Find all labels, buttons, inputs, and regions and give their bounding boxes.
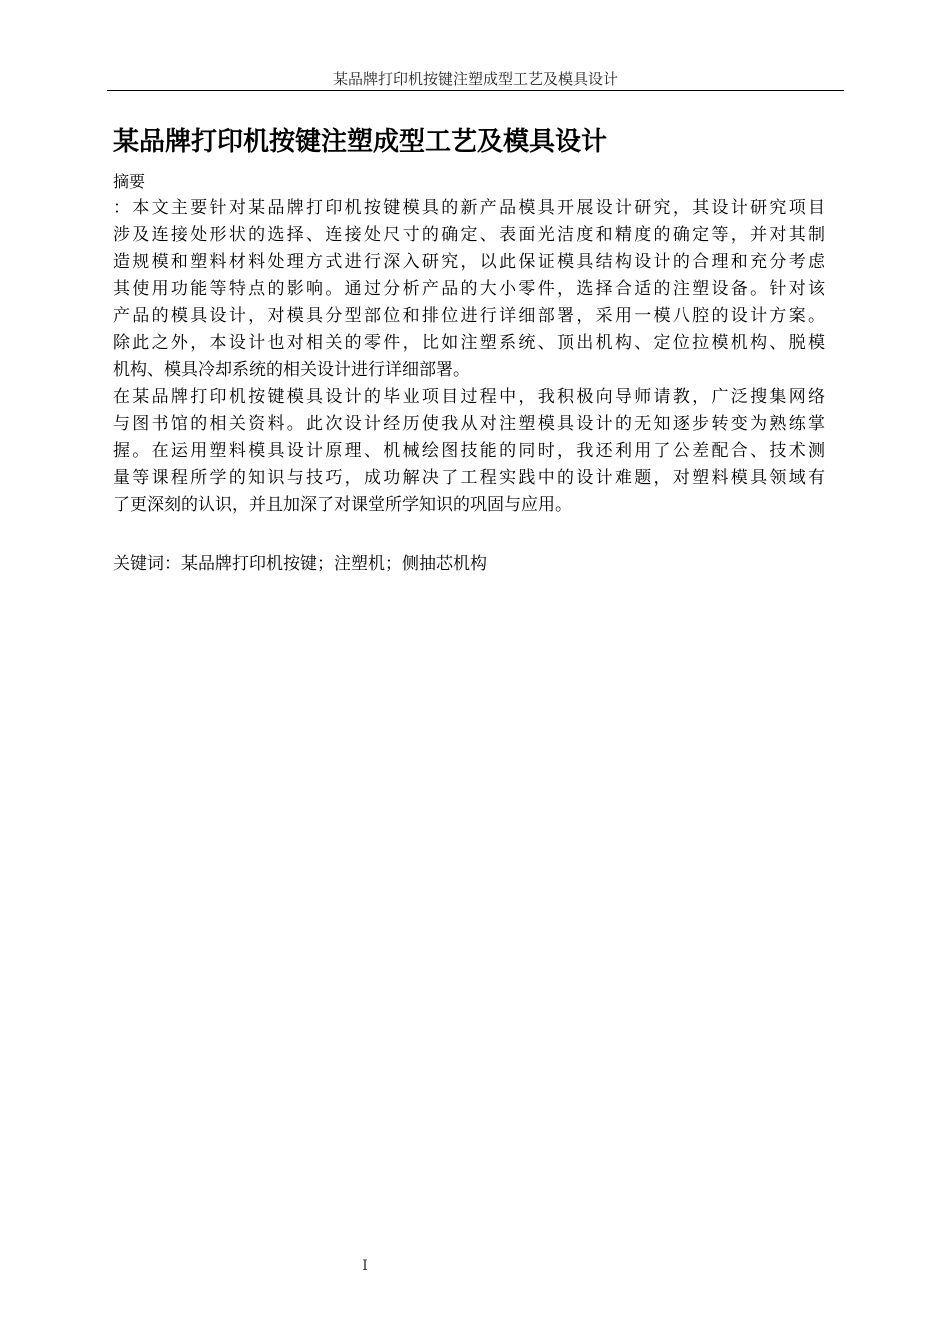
keywords-value: 某品牌打印机按键；注塑机；侧抽芯机构 [181,554,487,574]
running-header: 某品牌打印机按键注塑成型工艺及模具设计 [332,70,618,88]
abstract-line: ：本文主要针对某品牌打印机按键模具的新产品模具开展设计研究，其设计研究项目 [113,198,825,218]
header-divider [107,90,844,91]
abstract-line: 在某品牌打印机按键模具设计的毕业项目过程中，我积极向导师请教，广泛搜集网络 [113,387,825,407]
keywords-label: 关键词： [113,554,181,574]
abstract-line: 除此之外，本设计也对相关的零件，比如注塑系统、顶出机构、定位拉模机构、脱模 [113,333,825,353]
abstract-body [113,195,825,519]
abstract-line: 机构、模具冷却系统的相关设计进行详细部署。 [113,360,470,380]
abstract-line: 产品的模具设计，对模具分型部位和排位进行详细部署，采用一模八腔的设计方案。 [113,306,825,326]
abstract-line: 其使用功能等特点的影响。通过分析产品的大小零件，选择合适的注塑设备。针对该 [113,279,825,299]
abstract-heading: 摘要 [113,172,146,191]
document-title: 某品牌打印机按键注塑成型工艺及模具设计 [113,127,608,157]
page-number: I [362,1258,368,1274]
abstract-line: 了更深刻的认识，并且加深了对课堂所学知识的巩固与应用。 [113,495,572,515]
abstract-line: 握。在运用塑料模具设计原理、机械绘图技能的同时，我还利用了公差配合、技术测 [113,441,825,461]
abstract-line: 量等课程所学的知识与技巧，成功解决了工程实践中的设计难题，对塑料模具领域有 [113,468,825,488]
abstract-line: 与图书馆的相关资料。此次设计经历使我从对注塑模具设计的无知逐步转变为熟练掌 [113,414,825,434]
keywords [113,552,487,576]
abstract-line: 造规模和塑料材料处理方式进行深入研究，以此保证模具结构设计的合理和充分考虑 [113,252,825,272]
abstract-line: 涉及连接处形状的选择、连接处尺寸的确定、表面光洁度和精度的确定等，并对其制 [113,225,825,245]
